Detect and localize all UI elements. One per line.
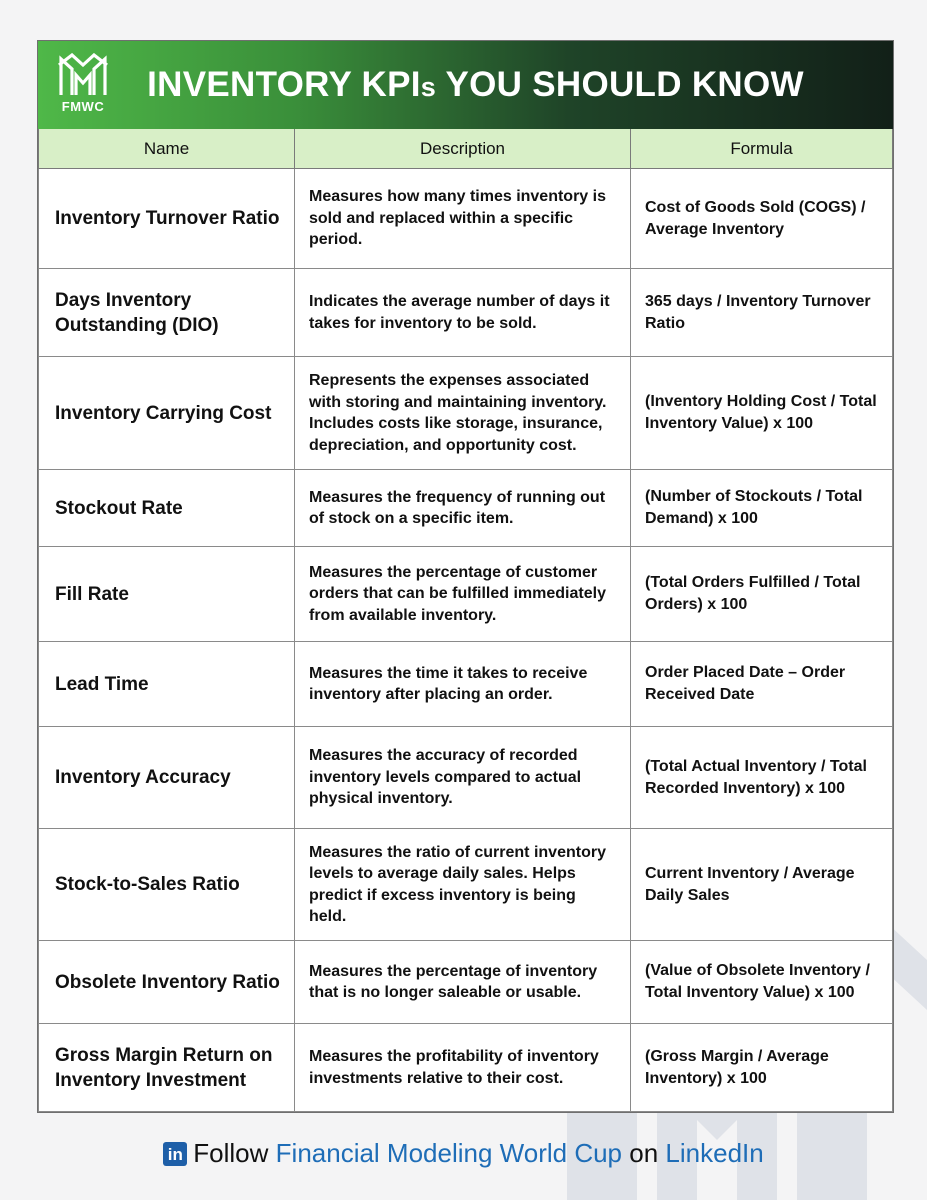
fmwc-logo (56, 53, 110, 117)
footer-follow-text: Follow (193, 1138, 269, 1168)
table-row (39, 269, 893, 357)
title-rest: YOU SHOULD KNOW (436, 65, 804, 104)
fmwc-logo-icon (56, 53, 110, 97)
kpi-formula: Cost of Goods Sold (COGS) / Average Inventory (631, 169, 893, 269)
kpi-formula: (Number of Stockouts / Total Demand) x 100 (631, 470, 893, 547)
table-row (39, 727, 893, 829)
kpi-name: Inventory Accuracy (39, 727, 295, 829)
footer-follow-line (0, 1138, 927, 1169)
page-title (38, 65, 893, 105)
table-row (39, 547, 893, 642)
header-banner (38, 41, 893, 129)
kpi-name: Stockout Rate (39, 470, 295, 547)
kpi-name: Gross Margin Return on Inventory Investment (39, 1024, 295, 1112)
footer-platform-link[interactable]: LinkedIn (665, 1138, 764, 1168)
kpi-name: Fill Rate (39, 547, 295, 642)
kpi-description: Measures the percentage of inventory that is no longer saleable or usable. (295, 941, 631, 1024)
kpi-formula: (Total Orders Fulfilled / Total Orders) x 100 (631, 547, 893, 642)
kpi-description: Measures the frequency of running out of stock on a specific item. (295, 470, 631, 547)
kpi-description: Measures the percentage of customer orders that can be fulfilled immediately from available inventory. (295, 547, 631, 642)
kpi-name: Inventory Turnover Ratio (39, 169, 295, 269)
kpi-formula: (Value of Obsolete Inventory / Total Inventory Value) x 100 (631, 941, 893, 1024)
kpi-description: Measures how many times inventory is sold and replaced within a specific period. (295, 169, 631, 269)
title-suffix: s (420, 72, 437, 102)
kpi-description: Measures the profitability of inventory investments relative to their cost. (295, 1024, 631, 1112)
column-header-formula: Formula (631, 129, 893, 169)
table-row (39, 357, 893, 470)
kpi-name: Inventory Carrying Cost (39, 357, 295, 470)
table-row (39, 829, 893, 941)
kpi-formula: (Inventory Holding Cost / Total Inventory Value) x 100 (631, 357, 893, 470)
kpi-name: Obsolete Inventory Ratio (39, 941, 295, 1024)
table-row (39, 642, 893, 727)
kpi-table (38, 129, 893, 1112)
kpi-card (37, 40, 894, 1113)
kpi-description: Represents the expenses associated with storing and maintaining inventory. Includes costs like storage, insurance, depreciation, and opportunity cost. (295, 357, 631, 470)
kpi-formula: 365 days / Inventory Turnover Ratio (631, 269, 893, 357)
table-header-row (39, 129, 893, 169)
kpi-formula: Current Inventory / Average Daily Sales (631, 829, 893, 941)
kpi-description: Measures the ratio of current inventory levels to average daily sales. Helps predict if excess inventory is being held. (295, 829, 631, 941)
linkedin-icon[interactable]: in (163, 1142, 187, 1166)
title-main: INVENTORY KPI (147, 65, 421, 104)
column-header-description: Description (295, 129, 631, 169)
table-row (39, 941, 893, 1024)
kpi-name: Lead Time (39, 642, 295, 727)
table-row (39, 1024, 893, 1112)
kpi-formula: (Total Actual Inventory / Total Recorded Inventory) x 100 (631, 727, 893, 829)
kpi-formula: (Gross Margin / Average Inventory) x 100 (631, 1024, 893, 1112)
kpi-name: Days Inventory Outstanding (DIO) (39, 269, 295, 357)
logo-text: FMWC (61, 99, 105, 114)
kpi-description: Indicates the average number of days it takes for inventory to be sold. (295, 269, 631, 357)
footer-on-text: on (629, 1138, 659, 1168)
footer-company-link[interactable]: Financial Modeling World Cup (275, 1138, 623, 1168)
column-header-name: Name (39, 129, 295, 169)
kpi-name: Stock-to-Sales Ratio (39, 829, 295, 941)
kpi-formula: Order Placed Date – Order Received Date (631, 642, 893, 727)
table-row (39, 470, 893, 547)
kpi-description: Measures the accuracy of recorded inventory levels compared to actual physical inventory. (295, 727, 631, 829)
kpi-description: Measures the time it takes to receive inventory after placing an order. (295, 642, 631, 727)
table-row (39, 169, 893, 269)
